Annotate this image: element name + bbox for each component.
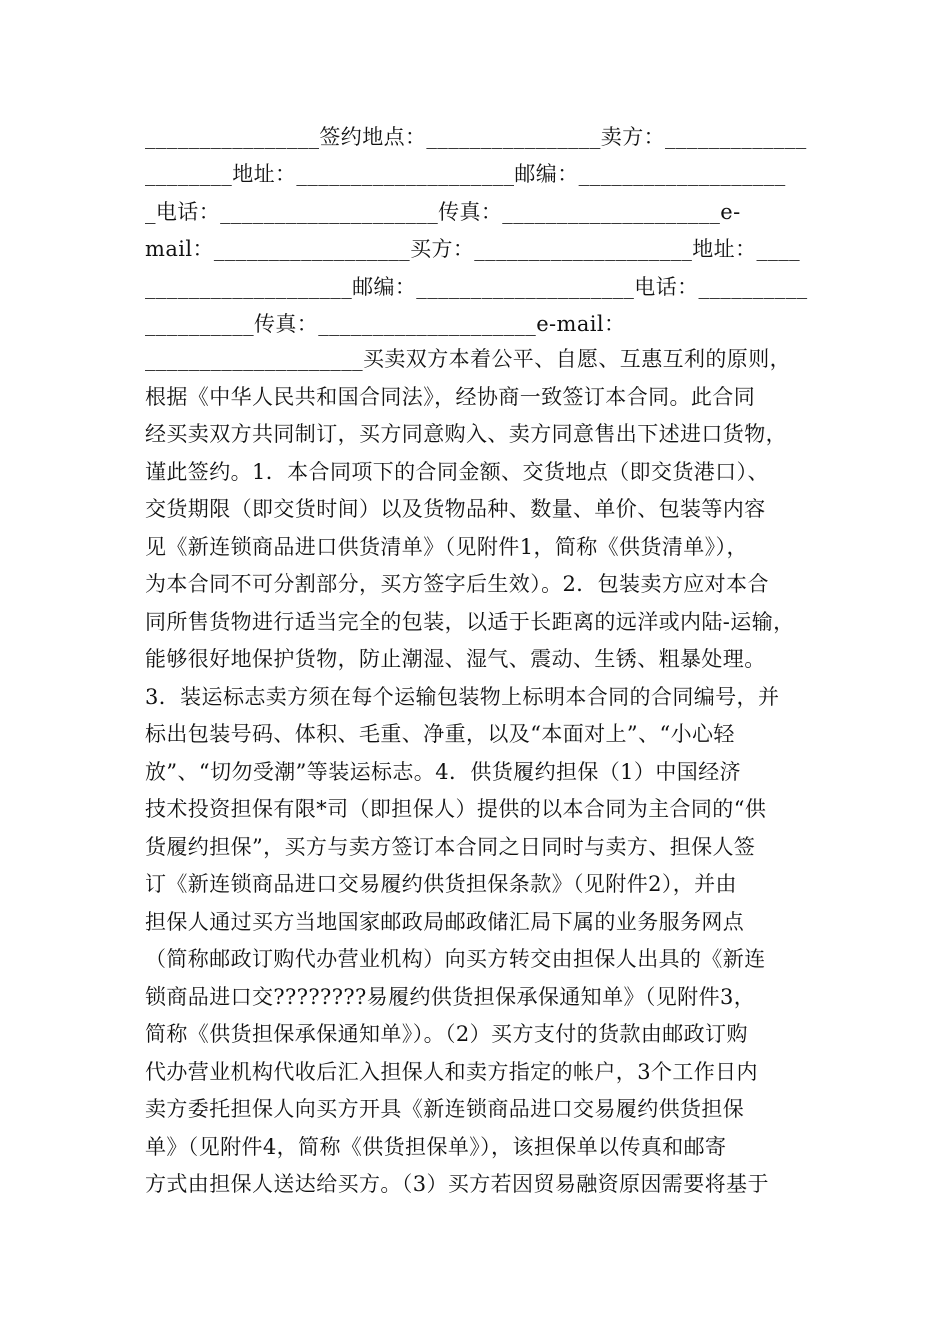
text-line: 放”、“切勿受潮”等装运标志。4．供货履约担保（1）中国经济 (145, 760, 741, 784)
text-line: _电话：____________________传真：____________________e- (145, 200, 741, 224)
text-line: 3．装运标志卖方须在每个运输包装物上标明本合同的合同编号，并 (145, 685, 780, 709)
text-line: 担保人通过买方当地国家邮政局邮政储汇局下属的业务服务网点 (145, 910, 745, 934)
text-line: 单》（见附件4，简称《供货担保单》），该担保单以传真和邮寄 (145, 1135, 727, 1159)
text-line: __________传真：____________________e-mail： (145, 312, 626, 336)
text-line: ___________________邮编：____________________电话：__________ (145, 275, 808, 299)
text-line: 同所售货物进行适当完全的包装，以适于长距离的远洋或内陆-运输， (145, 610, 795, 634)
text-line: 订《新连锁商品进口交易履约供货担保条款》（见附件2），并由 (145, 872, 737, 896)
text-line: ________地址：____________________邮编：___________________ (145, 162, 786, 186)
text-line: 根据《中华人民共和国合同法》，经协商一致签订本合同。此合同 (145, 385, 756, 409)
text-line: 谨此签约。1．本合同项下的合同金额、交货地点（即交货港口）、 (145, 460, 769, 484)
text-line: ____________________买卖双方本着公平、自愿、互惠互利的原则， (145, 347, 791, 371)
text-line: 简称《供货担保承保通知单》）。（2）买方支付的货款由邮政订购 (145, 1022, 748, 1046)
text-line: （简称邮政订购代办营业机构）向买方转交由担保人出具的《新连 (145, 947, 766, 971)
text-line: 方式由担保人送达给买方。（3）买方若因贸易融资原因需要将基于 (145, 1172, 769, 1196)
text-line: 经买卖双方共同制订，买方同意购入、卖方同意售出下述进口货物， (145, 422, 787, 446)
text-line: mail：__________________买方：____________________地址：____ (145, 237, 801, 261)
text-line: 交货期限（即交货时间）以及货物品种、数量、单价、包装等内容 (145, 497, 766, 521)
text-line: 货履约担保”，买方与卖方签订本合同之日同时与卖方、担保人签 (145, 835, 756, 859)
text-line: ________________签约地点：________________卖方：_____________ (145, 125, 807, 149)
text-line: 标出包装号码、体积、毛重、净重，以及“本面对上”、“小心轻 (145, 722, 735, 746)
text-line: 为本合同不可分割部分，买方签字后生效）。2．包装卖方应对本合 (145, 572, 769, 596)
text-line: 技术投资担保有限*司（即担保人）提供的以本合同为主合同的“供 (145, 797, 767, 821)
text-line: 卖方委托担保人向买方开具《新连锁商品进口交易履约供货担保 (145, 1097, 745, 1121)
text-line: 锁商品进口交????????易履约供货担保承保通知单》（见附件3， (145, 985, 756, 1009)
text-line: 代办营业机构代收后汇入担保人和卖方指定的帐户，3个工作日内 (145, 1060, 758, 1084)
text-line: 能够很好地保护货物，防止潮湿、湿气、震动、生锈、粗暴处理。 (145, 647, 766, 671)
text-line: 见《新连锁商品进口供货清单》（见附件1，简称《供货清单》）， (145, 535, 748, 559)
